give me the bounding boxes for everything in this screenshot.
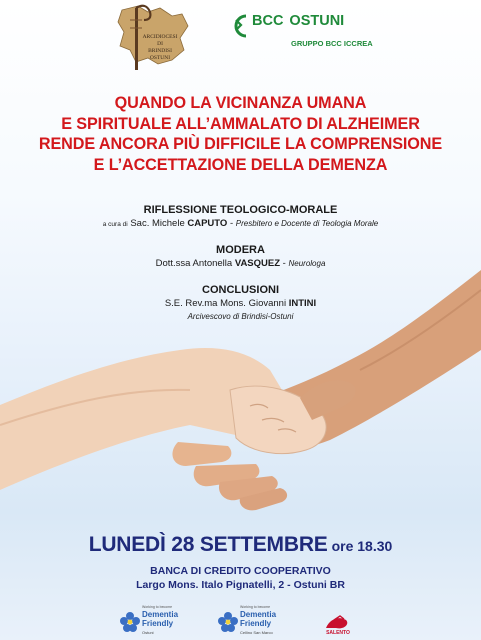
event-time: ore 18.30 xyxy=(331,538,393,554)
title-line: QUANDO LA VICINANZA UMANA xyxy=(114,94,367,112)
title-line: E SPIRITUALE ALL’AMMALATO DI ALZHEIMER xyxy=(61,114,420,133)
conclusions-name: S.E. Rev.ma Mons. Giovanni INTINI xyxy=(164,298,317,309)
dementia-friendly-logo-cellino: Working to become Dementia Friendly Cellino San Marco xyxy=(218,604,304,640)
forget-me-not-icon xyxy=(218,612,238,632)
event-title xyxy=(20,93,461,175)
dementia-friendly-logo-ostuni: Working to become Dementia Friendly Ostuni xyxy=(120,604,200,640)
bcc-group-text: GRUPPO BCC ICCREA xyxy=(291,39,373,48)
forget-me-not-icon xyxy=(120,612,140,632)
reflection-speaker: a cura di Sac. Michele CAPUTO - Presbitero e Docente di Teologia Morale xyxy=(102,218,379,229)
event-date xyxy=(0,533,481,557)
moderator-heading: MODERA xyxy=(216,244,265,256)
event-date-text: LUNEDÌ 28 SETTEMBRE xyxy=(88,533,328,556)
venue-name: BANCA DI CREDITO COOPERATIVO xyxy=(150,565,331,577)
reflection-section xyxy=(40,203,441,231)
title-line: RENDE ANCORA PIÙ DIFFICILE LA COMPRENSIONE xyxy=(38,135,443,153)
conclusions-heading: CONCLUSIONI xyxy=(202,284,279,296)
archdiocese-logo-text: ARCIDIOCESI DI BRINDISI OSTUNI xyxy=(142,34,178,61)
conclusions-role: Arcivescovo di Brindisi-Ostuni xyxy=(187,312,294,321)
event-venue xyxy=(0,564,481,592)
bcc-brand-text: BCC OSTUNI xyxy=(252,13,345,29)
title-line: E L’ACCETTAZIONE DELLA DEMENZA xyxy=(93,155,388,174)
salento-logo-text: SALENTO xyxy=(326,630,350,636)
reflection-heading: RIFLESSIONE TEOLOGICO-MORALE xyxy=(143,204,338,216)
holding-hands-illustration xyxy=(0,230,481,530)
moderator-name: Dott.ssa Antonella VASQUEZ - Neurologa xyxy=(155,258,326,269)
venue-address: Largo Mons. Italo Pignatelli, 2 - Ostuni BR xyxy=(136,579,345,591)
